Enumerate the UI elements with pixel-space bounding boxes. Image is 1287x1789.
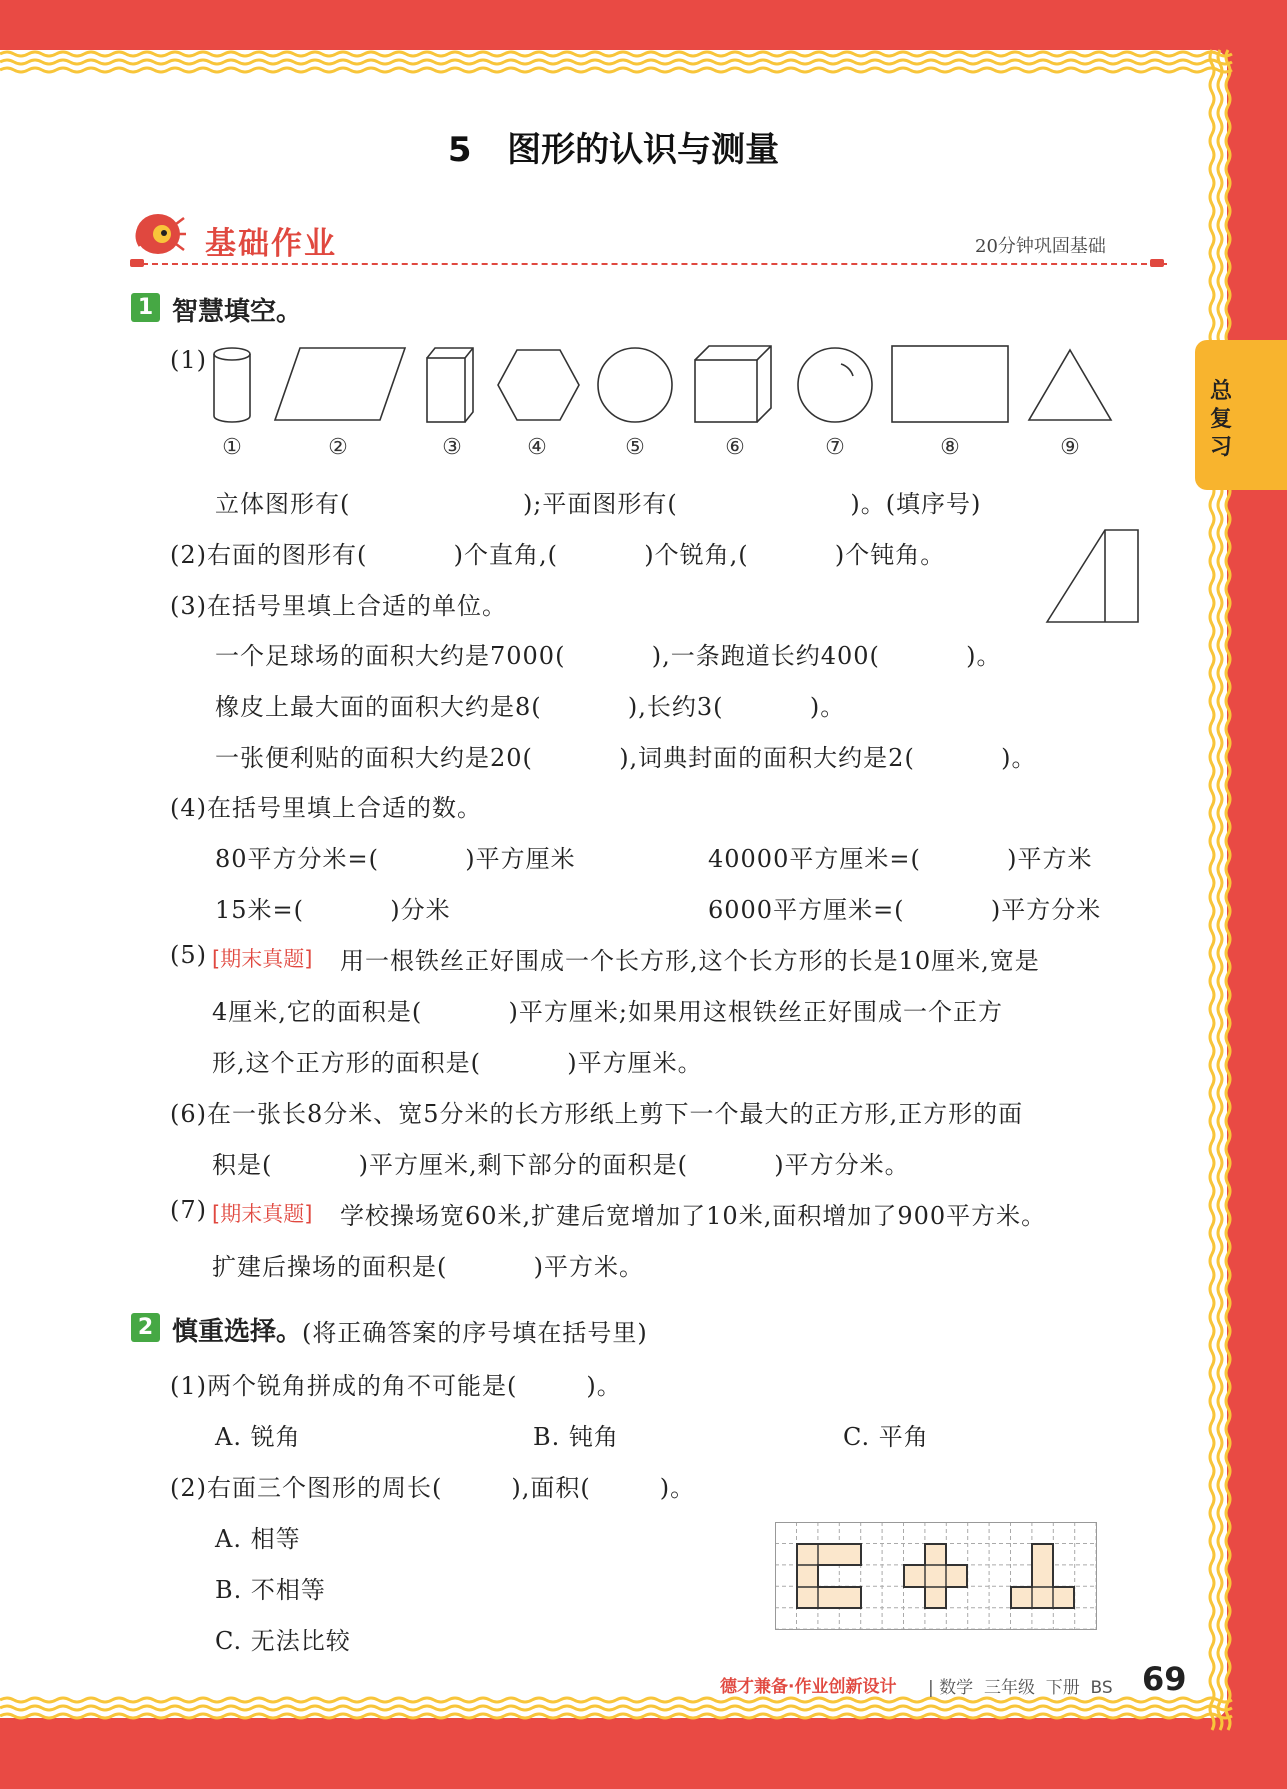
q2-part1-option-c: C. 平角	[843, 1423, 929, 1451]
shape-label-6: ⑥	[725, 435, 745, 460]
q1-part4-title: (4)在括号里填上合适的数。	[170, 794, 482, 822]
q1-part4-d: 6000平方厘米=( )平方分米	[708, 896, 1102, 924]
question-number-1: 1	[131, 293, 160, 322]
q1-part5-line1: 用一根铁丝正好围成一个长方形,这个长方形的长是10厘米,宽是	[340, 947, 1040, 975]
shape-label-9: ⑨	[1060, 435, 1080, 460]
cuboid-shape	[427, 348, 473, 422]
q1-part3-line1: 一个足球场的面积大约是7000( ),一条跑道长约400( )。	[215, 642, 1002, 670]
question-1-title: 智慧填空。	[172, 297, 303, 327]
divider-cap-right	[1150, 259, 1164, 267]
shape-label-5: ⑤	[625, 435, 645, 460]
q1-part3-line2: 橡皮上最大面的面积大约是8( ),长约3( )。	[215, 693, 846, 721]
q1-part3-title: (3)在括号里填上合适的单位。	[170, 592, 507, 620]
shape-label-7: ⑦	[825, 435, 845, 460]
q1-part6-line2: 积是( )平方厘米,剩下部分的面积是( )平方分米。	[212, 1151, 910, 1179]
q1-part7-line1: 学校操场宽60米,扩建后宽增加了10米,面积增加了900平方米。	[340, 1202, 1047, 1230]
footer-book-info: | 数学 三年级 下册 BS	[928, 1678, 1113, 1698]
q1-part4-a: 80平方分米=( )平方厘米	[215, 845, 576, 873]
question-number-2: 2	[131, 1313, 160, 1342]
parallelogram-shape	[275, 348, 405, 420]
grid-shapes-figure	[775, 1522, 1097, 1630]
section-title: 基础作业	[205, 226, 337, 262]
step-shaped-figure	[1011, 1544, 1074, 1608]
sphere-shape	[798, 348, 872, 422]
q1-part4-c: 15米=( )分米	[215, 896, 451, 924]
exam-tag: [期末真题]	[212, 1202, 313, 1226]
q1-part3-line3: 一张便利贴的面积大约是20( ),词典封面的面积大约是2( )。	[215, 744, 1037, 772]
circle-shape	[598, 348, 672, 422]
shape-label-4: ④	[527, 435, 547, 460]
section-divider	[132, 263, 1167, 265]
q2-part2: (2)右面三个图形的周长( ),面积( )。	[170, 1474, 696, 1502]
triangle-shape	[1029, 350, 1111, 420]
cube-shape	[695, 346, 771, 422]
side-tab-label: 总复习	[1209, 379, 1232, 460]
c-shaped-figure	[797, 1544, 861, 1608]
trapezoid-figure	[1045, 527, 1140, 625]
q1-part2: (2)右面的图形有( )个直角,( )个锐角,( )个钝角。	[170, 541, 946, 569]
q1-part1-label: (1)	[170, 346, 207, 374]
hexagon-shape	[498, 350, 579, 420]
q1-part7-line2: 扩建后操场的面积是( )平方米。	[212, 1253, 645, 1281]
shape-label-2: ②	[328, 435, 348, 460]
shape-label-8: ⑧	[940, 435, 960, 460]
cylinder-shape	[214, 348, 250, 422]
shapes-row	[205, 340, 1125, 436]
cross-shaped-figure	[904, 1544, 967, 1608]
q2-part1-option-a: A. 锐角	[215, 1423, 301, 1451]
footer-brand: 德才兼备·作业创新设计	[720, 1677, 897, 1697]
rectangle-shape	[892, 346, 1008, 422]
q2-part2-option-b: B. 不相等	[215, 1576, 326, 1604]
q1-part6-line1: (6)在一张长8分米、宽5分米的长方形纸上剪下一个最大的正方形,正方形的面	[170, 1100, 1024, 1128]
q2-part2-option-a: A. 相等	[215, 1525, 301, 1553]
section-subtitle: 20分钟巩固基础	[975, 236, 1106, 257]
cartoon-bug-icon	[130, 206, 186, 258]
q2-part2-option-c: C. 无法比较	[215, 1627, 351, 1655]
q2-part1-option-b: B. 钝角	[533, 1423, 619, 1451]
question-2-title: 慎重选择。	[172, 1317, 303, 1347]
question-2-note: (将正确答案的序号填在括号里)	[302, 1319, 648, 1347]
q1-part5-label: (5)	[170, 941, 207, 969]
q2-part1: (1)两个锐角拼成的角不可能是( )。	[170, 1372, 622, 1400]
q1-part5-line3: 形,这个正方形的面积是( )平方厘米。	[212, 1049, 703, 1077]
q1-part4-b: 40000平方厘米=( )平方米	[708, 845, 1093, 873]
shape-label-3: ③	[442, 435, 462, 460]
exam-tag: [期末真题]	[212, 947, 313, 971]
q1-part5-line2: 4厘米,它的面积是( )平方厘米;如果用这根铁丝正好围成一个正方	[212, 998, 1003, 1026]
page-number: 69	[1142, 1660, 1187, 1698]
q1-part7-label: (7)	[170, 1196, 207, 1224]
page-title: 5 图形的认识与测量	[447, 130, 780, 170]
shape-label-1: ①	[222, 435, 242, 460]
q1-part1-answer-line: 立体图形有( );平面图形有( )。(填序号)	[215, 490, 982, 518]
